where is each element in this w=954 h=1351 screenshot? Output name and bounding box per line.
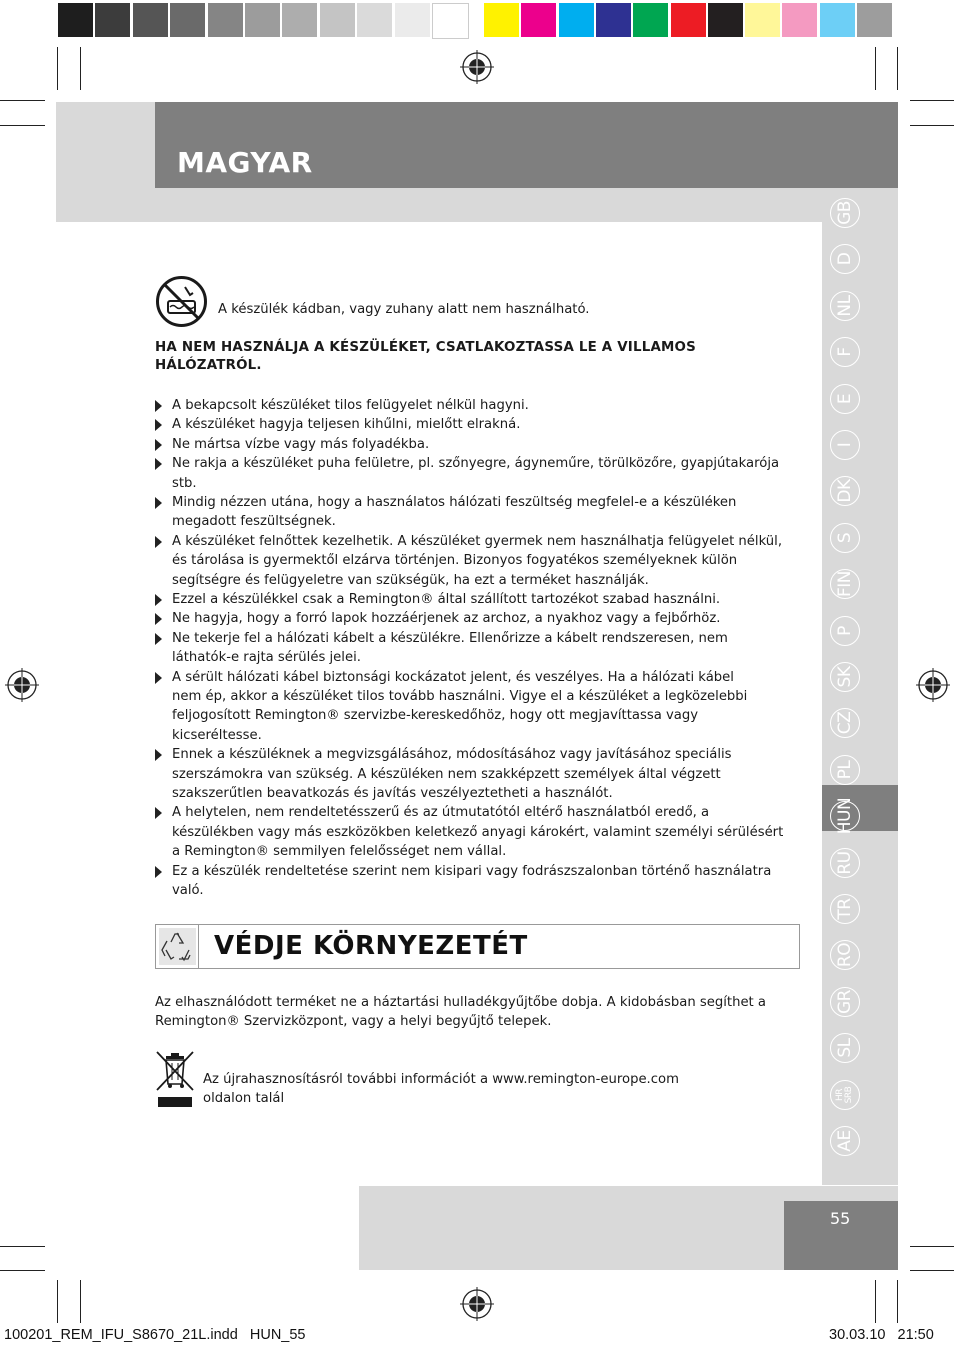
- color-swatch: [559, 3, 594, 37]
- language-code: FIN: [835, 571, 855, 598]
- language-tab-gr[interactable]: [830, 987, 860, 1017]
- language-code: F: [835, 347, 855, 357]
- language-tab-tr[interactable]: [830, 894, 860, 924]
- color-swatch: [484, 3, 519, 37]
- bullet-arrow-icon: [155, 458, 162, 470]
- bullet-arrow-icon: [155, 594, 162, 606]
- color-swatch: [708, 3, 743, 37]
- bullet-arrow-icon: [155, 866, 162, 878]
- bullet-arrow-icon: [155, 400, 162, 412]
- color-swatch: [245, 3, 280, 37]
- language-code: I: [835, 442, 855, 448]
- list-item: [155, 590, 795, 609]
- registration-mark-icon: [5, 668, 39, 702]
- list-item-line: Ne mártsa vízbe vagy más folyadékba.: [172, 436, 430, 452]
- list-item-line: a Remington® semmilyen felelősséget nem vállal.: [172, 844, 507, 860]
- language-code: S: [835, 532, 855, 543]
- list-item-line: A bekapcsolt készüléket tilos felügyelet nélkül hagyni.: [172, 398, 529, 413]
- list-item-line: stb.: [172, 475, 197, 491]
- language-code: E: [835, 393, 855, 404]
- language-code: NL: [835, 295, 855, 317]
- language-code: GR: [835, 989, 855, 1014]
- color-swatch: [633, 3, 668, 37]
- no-bath-icon: [155, 275, 208, 328]
- list-item: [155, 862, 795, 901]
- page-title: MAGYAR: [177, 146, 313, 179]
- bullet-arrow-icon: [155, 439, 162, 451]
- language-code: DK: [835, 479, 855, 504]
- list-item-line: Ne rakja a készüléket puha felületre, pl. szőnyegre, ágyneműre, törülközőre, gyapjútakarója: [172, 456, 780, 472]
- list-item-line: nem ép, akkor a készüléket tilos tovább használni. Vigye el a készüléket a legközelebbi: [172, 689, 748, 704]
- language-code: GB: [835, 201, 855, 225]
- language-code: TR: [835, 898, 855, 920]
- bullet-arrow-icon: [155, 497, 162, 509]
- list-item: [155, 415, 795, 434]
- list-item-line: szakszerűtlen beavatkozás és javítás veszélyeztetheti a használót.: [172, 786, 613, 801]
- list-item-line: Ne hagyja, hogy a forró lapok hozzáérjenek az archoz, a nyakhoz vagy a fejbőrhöz.: [172, 611, 721, 627]
- list-item-line: Ennek a készüléknek a megvizsgálásához, módosításához vagy javításához speciális: [172, 747, 732, 763]
- language-tab-p[interactable]: [830, 616, 860, 646]
- language-tab-fin[interactable]: [830, 569, 860, 599]
- list-item-line: A készüléket felnőttek kezelhetik. A készüléket gyermek nem használhatja felügyelet nélkül,: [172, 533, 783, 549]
- language-tab-hun[interactable]: [830, 797, 860, 835]
- color-swatch: [521, 3, 556, 37]
- language-code: RO: [835, 943, 855, 968]
- language-tab-gb[interactable]: [830, 198, 860, 228]
- disconnect-heading: HA NEM HASZNÁLJA A KÉSZÜLÉKET, CSATLAKOZTASSA LE A VILLAMOS HÁLÓZATRÓL.: [155, 340, 696, 373]
- language-code: SL: [835, 1038, 855, 1058]
- color-swatch: [58, 3, 93, 37]
- color-swatch: [820, 3, 855, 37]
- color-swatch: [208, 3, 243, 37]
- color-swatch: [357, 3, 392, 37]
- color-swatch: [282, 3, 317, 37]
- list-item-line: kicseréltesse.: [172, 727, 262, 743]
- list-item: [155, 629, 795, 668]
- recycle-icon-box: [156, 925, 199, 968]
- list-item: [155, 493, 795, 532]
- color-swatch: [745, 3, 780, 37]
- color-swatch: [671, 3, 706, 37]
- color-swatch: [596, 3, 631, 37]
- language-code: P: [835, 625, 855, 636]
- color-swatch: [95, 3, 130, 37]
- color-swatch: [133, 3, 168, 37]
- language-tab-nl[interactable]: [830, 291, 860, 321]
- registration-mark-icon: [460, 50, 494, 84]
- footer-date: 30.03.10 21:50: [829, 1327, 934, 1343]
- color-swatch: [782, 3, 817, 37]
- page-number: 55: [830, 1209, 851, 1228]
- list-item-line: feljogosított Remington® szervizbe-kereskedőhöz, hogy ott megjavíttassa vagy: [172, 708, 699, 724]
- list-item-line: segítségre és felügyeletre van szükségük, ha ezt a terméket használják.: [172, 572, 649, 588]
- page-number-box: [784, 1201, 898, 1270]
- color-swatch: [170, 3, 205, 37]
- list-item: [155, 532, 795, 590]
- language-tab-s[interactable]: [830, 523, 860, 553]
- language-tab-e[interactable]: [830, 384, 860, 414]
- color-swatch: [857, 3, 892, 37]
- language-tab-f[interactable]: [830, 337, 860, 367]
- environment-paragraph: Az elhasználódott terméket ne a háztartási hulladékgyűjtőbe dobja. A kidobásban segíthet a Remington® Szervizközpont, vagy a helyi begyűjtő telepek.: [155, 995, 766, 1030]
- list-item-line: Mindig nézzen utána, hogy a használatos hálózati feszültség megfelel-e a készüléken: [172, 495, 737, 510]
- bullet-arrow-icon: [155, 613, 162, 625]
- language-code: PL: [835, 760, 855, 780]
- bullet-arrow-icon: [155, 419, 162, 431]
- list-item-line: A készüléket hagyja teljesen kihűlni, mielőtt elrakná.: [172, 417, 521, 433]
- language-code: CZ: [835, 712, 855, 735]
- language-code: HUN: [835, 797, 855, 835]
- list-item-line: A helytelen, nem rendeltetésszerű és az útmutatótól eltérő használatból eredő, a: [172, 805, 710, 821]
- language-tab-ru[interactable]: [830, 848, 860, 878]
- list-item-line: láthatók-e rajta sérülés jelei.: [172, 650, 361, 666]
- language-tab-ae[interactable]: [830, 1126, 860, 1156]
- header-bar: [155, 102, 898, 188]
- list-item: [155, 435, 795, 454]
- list-item: [155, 396, 795, 415]
- list-item: [155, 803, 795, 861]
- color-swatch: [432, 3, 469, 39]
- color-swatch: [320, 3, 355, 37]
- environment-title: VÉDJE KÖRNYEZETÉT: [214, 931, 528, 961]
- bullet-arrow-icon: [155, 633, 162, 645]
- list-item-line: Ezzel a készülékkel csak a Remington® által szállított tartozékot szabad használni.: [172, 592, 721, 607]
- list-item-line: megadott feszültségnek.: [172, 514, 336, 530]
- list-item-line: készülékben vagy más eszközökben keletkező anyagi károkért, valamint személyi sérülésért: [172, 824, 784, 840]
- language-tab-sl[interactable]: [830, 1033, 860, 1063]
- bullet-arrow-icon: [155, 749, 162, 761]
- weee-info-text: Az újrahasznosításról további információt a www.remington-europe.com oldalon talál: [203, 1072, 679, 1107]
- footer-file-info: 100201_REM_IFU_S8670_21L.indd HUN_55: [4, 1327, 306, 1343]
- registration-mark-icon: [916, 668, 950, 702]
- recycle-icon: [159, 928, 196, 965]
- language-tab-i[interactable]: [830, 430, 860, 460]
- bullet-arrow-icon: [155, 807, 162, 819]
- list-item-line: szerszámokra van szükség. A készüléken nem szakképzett személyek által végzett: [172, 766, 721, 782]
- bullet-arrow-icon: [155, 536, 162, 548]
- list-item: [155, 745, 795, 803]
- language-code: SK: [835, 666, 855, 688]
- language-tab-pl[interactable]: [830, 755, 860, 785]
- crossed-bin-icon: [155, 1048, 195, 1110]
- list-item-line: Ez a készülék rendeltetése szerint nem kisipari vagy fodrászszalonban történő használatra: [172, 863, 772, 879]
- environment-section-header: [155, 924, 800, 969]
- registration-mark-icon: [460, 1287, 494, 1321]
- list-item: [155, 668, 795, 746]
- language-code: AE: [835, 1130, 855, 1152]
- language-code: HR SRB: [835, 1086, 854, 1103]
- list-item-line: Ne tekerje fel a hálózati kábelt a készülékre. Ellenőrizze a kábelt rendszeresen, nem: [172, 630, 728, 646]
- language-code: D: [835, 253, 855, 266]
- language-code: RU: [835, 850, 855, 875]
- list-item-line: való.: [172, 883, 204, 898]
- bath-warning-text: A készülék kádban, vagy zuhany alatt nem használható.: [218, 302, 590, 317]
- color-swatch: [395, 3, 430, 37]
- language-tab-sk[interactable]: [830, 662, 860, 692]
- list-item: [155, 609, 795, 628]
- list-item-line: és tárolása is gyermektől elzárva történjen. Bizonyos fogyatékos személyeknek külön: [172, 553, 738, 569]
- bullet-arrow-icon: [155, 672, 162, 684]
- list-item: [155, 454, 795, 493]
- language-tab-hr-srb[interactable]: [830, 1080, 860, 1110]
- list-item-line: A sérült hálózati kábel biztonsági kockázatot jelent, és veszélyes. Ha a hálózati kábel: [172, 669, 734, 685]
